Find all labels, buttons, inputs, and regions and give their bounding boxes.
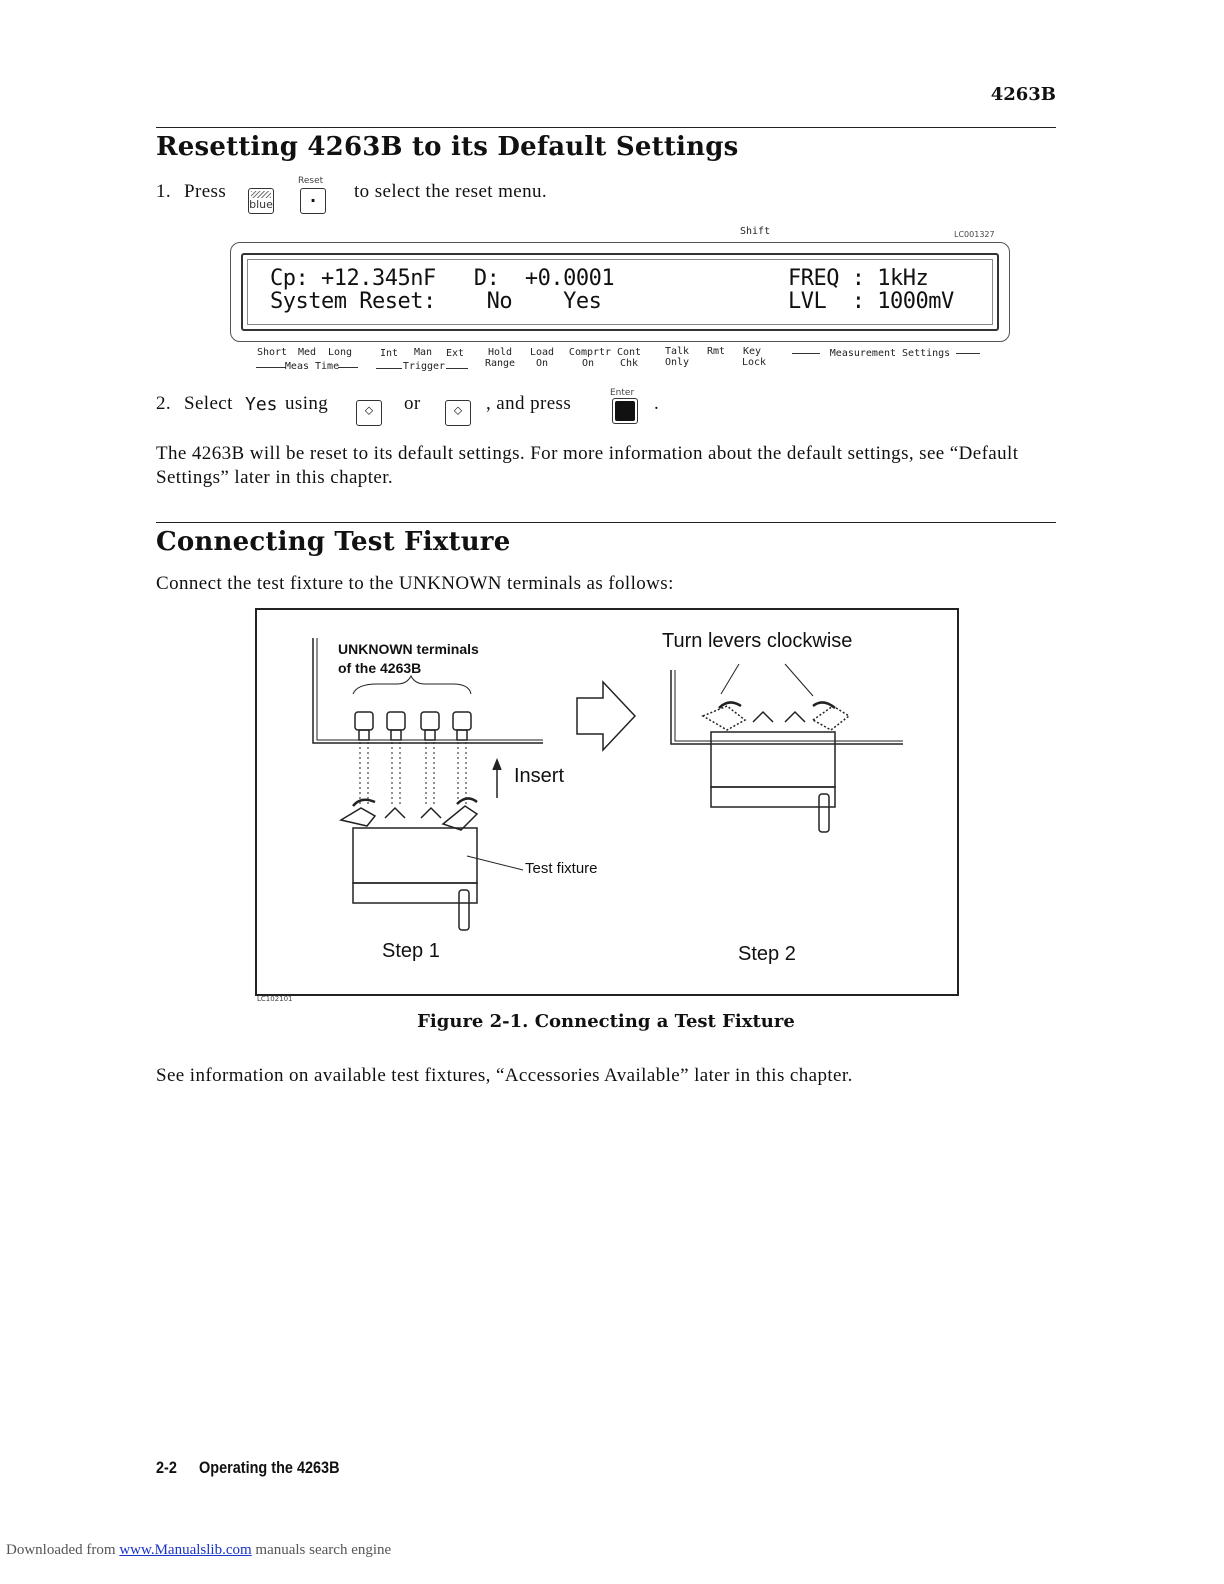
arrows-icon: ⬦ bbox=[364, 403, 374, 417]
section2-rule bbox=[156, 522, 1056, 523]
lcd-line1-right: FREQ : 1kHz bbox=[788, 266, 929, 291]
lcd-line2-right: LVL : 1000mV bbox=[788, 289, 954, 314]
footer-chapter: Operating the 4263B bbox=[199, 1458, 340, 1477]
step1-press: Press bbox=[184, 181, 227, 202]
step2-and-press: , and press bbox=[486, 393, 572, 414]
cursor-right-key[interactable] bbox=[445, 400, 471, 426]
step2-number: 2. bbox=[156, 393, 172, 414]
arrows-icon: ⬦ bbox=[453, 403, 463, 417]
reset-key-label: Reset bbox=[298, 176, 324, 186]
label-cont: Cont bbox=[616, 347, 642, 358]
enter-key[interactable] bbox=[612, 398, 638, 424]
figure-code: LC102101 bbox=[257, 995, 293, 1003]
label-range: Range bbox=[484, 358, 516, 369]
section-title-reset: Resetting 4263B to its Default Settings bbox=[156, 132, 739, 162]
lcd-line1-left: Cp: +12.345nF D: +0.0001 bbox=[270, 266, 615, 291]
header-model: 4263B bbox=[990, 84, 1056, 105]
lcd-line2-left: System Reset: No Yes bbox=[270, 289, 602, 314]
step2-label: Step 2 bbox=[738, 943, 796, 965]
reset-key[interactable] bbox=[300, 188, 326, 214]
unknown-terminals-label-2: of the 4263B bbox=[338, 660, 422, 676]
label-hold: Hold bbox=[487, 347, 513, 358]
blue-key-label: blue bbox=[249, 198, 273, 211]
key-hatch bbox=[251, 191, 271, 198]
label-man: Man bbox=[413, 347, 433, 358]
measurement-settings-bracket-right bbox=[956, 353, 980, 354]
header-rule bbox=[156, 127, 1056, 128]
meas-time-bracket-left bbox=[256, 367, 286, 368]
panel-code: LC001327 bbox=[954, 230, 995, 239]
label-rmt: Rmt bbox=[706, 346, 726, 357]
blue-shift-key[interactable] bbox=[248, 188, 274, 214]
label-load: Load bbox=[529, 347, 555, 358]
step2-yes: Yes bbox=[245, 394, 278, 415]
download-notice bbox=[6, 1542, 391, 1559]
unknown-terminals bbox=[355, 712, 471, 740]
label-med: Med bbox=[297, 347, 317, 358]
step1-text: to select the reset menu. bbox=[354, 181, 548, 202]
step2-or: or bbox=[404, 393, 421, 414]
manualslib-link[interactable]: www.Manualslib.com bbox=[119, 1542, 252, 1558]
label-meas-time: Meas Time bbox=[284, 361, 340, 372]
download-from-text: Downloaded from bbox=[6, 1542, 116, 1558]
cursor-left-key[interactable] bbox=[356, 400, 382, 426]
label-short: Short bbox=[256, 347, 288, 358]
enter-key-fill bbox=[615, 401, 635, 421]
unknown-terminals-label-1: UNKNOWN terminals bbox=[338, 641, 479, 657]
label-only: Only bbox=[664, 357, 690, 368]
label-lock: Lock bbox=[741, 357, 767, 368]
test-fixture-step2 bbox=[703, 664, 849, 832]
test-fixture-label: Test fixture bbox=[525, 860, 598, 877]
trigger-bracket-left bbox=[376, 368, 402, 369]
test-fixture-step1 bbox=[341, 798, 523, 930]
measurement-settings-bracket-left bbox=[792, 353, 820, 354]
label-trigger: Trigger bbox=[402, 361, 446, 372]
step1-number: 1. bbox=[156, 181, 172, 202]
label-comprtr: Comprtr bbox=[568, 347, 612, 358]
figure-caption: Figure 2-1. Connecting a Test Fixture bbox=[417, 1011, 795, 1032]
label-measurement-settings: Measurement Settings bbox=[829, 348, 951, 359]
label-comprtr-on: On bbox=[581, 358, 595, 369]
label-chk: Chk bbox=[619, 358, 639, 369]
panel-shift-label: Shift bbox=[740, 226, 771, 237]
step2-period: . bbox=[654, 393, 660, 414]
enter-key-label: Enter bbox=[610, 388, 635, 398]
label-long: Long bbox=[327, 347, 353, 358]
footer-page-number: 2-2 bbox=[156, 1458, 177, 1477]
label-key: Key bbox=[742, 346, 762, 357]
label-int: Int bbox=[379, 348, 399, 359]
reset-key-symbol: · bbox=[309, 191, 317, 210]
see-info-paragraph: See information on available test fixtures, “Accessories Available” later in this chapter. bbox=[156, 1065, 853, 1086]
step2-select: Select bbox=[184, 393, 233, 414]
label-talk: Talk bbox=[664, 346, 690, 357]
section-title-fixture: Connecting Test Fixture bbox=[156, 527, 511, 557]
label-load-on: On bbox=[535, 358, 549, 369]
turn-levers-label: Turn levers clockwise bbox=[662, 630, 853, 652]
step2-using: using bbox=[285, 393, 329, 414]
download-tagline: manuals search engine bbox=[255, 1542, 392, 1558]
reset-paragraph: The 4263B will be reset to its default settings. For more information about the default settings, see “Default Settings” later in this chapter. bbox=[156, 443, 1019, 488]
transition-arrow bbox=[577, 682, 635, 750]
insert-label: Insert bbox=[514, 765, 565, 787]
label-ext: Ext bbox=[445, 348, 465, 359]
fixture-intro: Connect the test fixture to the UNKNOWN terminals as follows: bbox=[156, 573, 674, 594]
trigger-bracket-right bbox=[446, 368, 468, 369]
meas-time-bracket-right bbox=[338, 367, 358, 368]
step1-label: Step 1 bbox=[382, 940, 440, 962]
